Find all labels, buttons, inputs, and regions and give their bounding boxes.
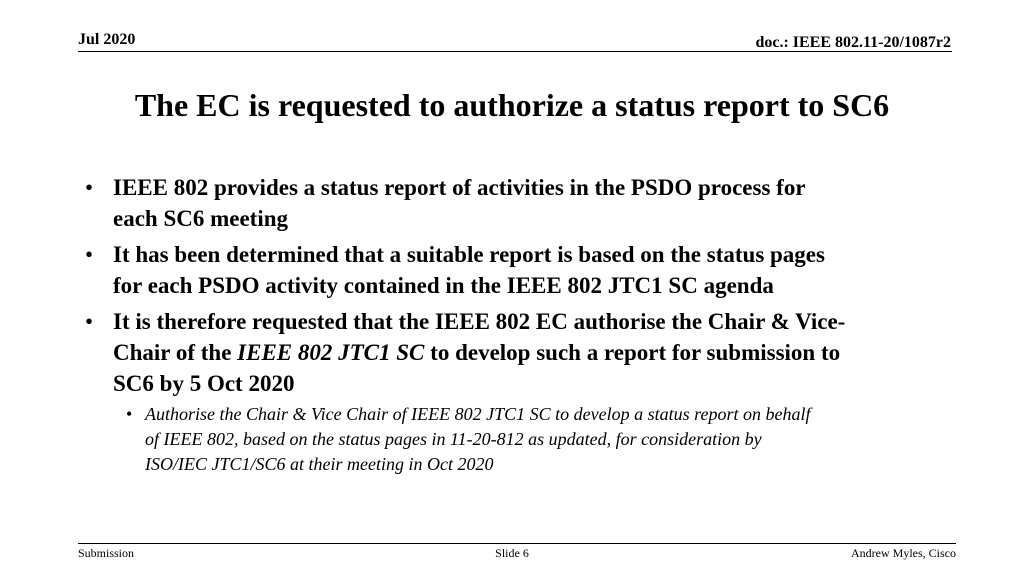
bullet-3-line-2: [113, 337, 955, 368]
header-divider: [78, 51, 952, 52]
bullet-dot-icon: •: [85, 309, 94, 334]
bullet-3-text-before: Chair of the: [113, 340, 238, 365]
sub-bullet-line-1: Authorise the Chair & Vice Chair of IEEE 802 JTC1 SC to develop a status report on behalf: [145, 404, 811, 424]
bullet-dot-icon: •: [85, 175, 94, 200]
footer-author: Andrew Myles, Cisco: [851, 546, 956, 560]
slide-title: The EC is requested to authorize a status report to SC6: [134, 87, 890, 123]
bullet-2: [85, 239, 955, 301]
bullet-2-line-1: It has been determined that a suitable report is based on the status pages: [113, 242, 825, 267]
footer-submission: Submission: [78, 546, 135, 560]
header-date: Jul 2020: [78, 31, 136, 48]
bullet-3-text-after: to develop such a report for submission to: [424, 340, 841, 365]
bullet-3-line-3: SC6 by 5 Oct 2020: [113, 371, 295, 396]
sub-bullet-line-3: ISO/IEC JTC1/SC6 at their meeting in Oct 2020: [145, 454, 494, 474]
bullet-1-line-1: IEEE 802 provides a status report of activities in the PSDO process for: [113, 175, 806, 200]
bullet-dot-icon: •: [85, 242, 94, 267]
header-doc-id: doc.: IEEE 802.11-20/1087r2: [755, 34, 951, 51]
bullet-2-line-2: for each PSDO activity contained in the IEEE 802 JTC1 SC agenda: [113, 273, 774, 298]
bullet-1-line-2: each SC6 meeting: [113, 206, 289, 231]
sub-bullet-dot-icon: •: [126, 404, 133, 424]
footer-divider: [78, 543, 956, 544]
footer-slide-number: Slide 6: [495, 546, 529, 560]
bullet-3-line-1: It is therefore requested that the IEEE 802 EC authorise the Chair & Vice-: [113, 309, 846, 334]
bullet-1: [85, 172, 955, 234]
slide-body: [85, 172, 955, 477]
bullet-3: [85, 306, 955, 399]
sub-bullet-1: [85, 402, 955, 477]
sub-bullet-line-2: of IEEE 802, based on the status pages in 11-20-812 as updated, for consideration by: [145, 429, 762, 449]
bullet-3-italic-committee: IEEE 802 JTC1 SC: [237, 340, 425, 365]
